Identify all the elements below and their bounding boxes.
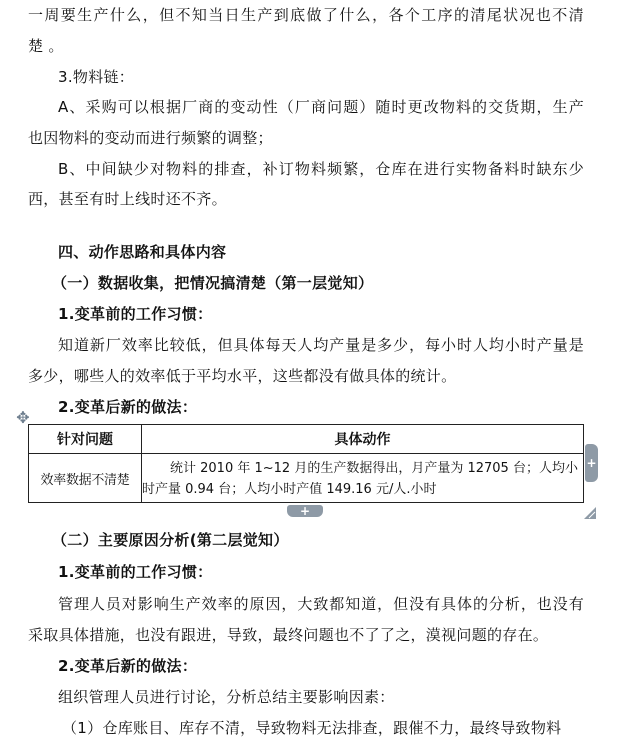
paragraph-line: 多少，哪些人的效率低于平均水平，这些都没有做具体的统计。: [28, 367, 457, 385]
paragraph-line: 采取具体措施，也没有跟进，导致，最终问题也不了了之，漠视问题的存在。: [28, 626, 549, 644]
subheading-material-chain: 3.物料链：: [58, 68, 135, 86]
paragraph-line: 知道新厂效率比较低，但具体每天人均产量是多少，每小时人均小时产量是: [58, 336, 584, 354]
cell-action-line: 时产量 0.94 台；人均小时产值 149.16 元/人.小时: [142, 482, 437, 497]
paragraph-line: 楚 。: [28, 37, 64, 55]
add-column-button[interactable]: [585, 444, 598, 482]
header-issue: 针对问题: [29, 425, 142, 454]
cell-action-line: 统计 2010 年 1~12 月的生产数据得出，月产量为 12705 台；人均小: [170, 461, 578, 476]
cell-issue: 效率数据不清楚: [29, 454, 142, 503]
subsection-heading: （二）主要原因分析(第二层觉知）: [52, 531, 289, 549]
header-action: 具体动作: [142, 425, 584, 454]
paragraph-line: 组织管理人员进行讨论，分析总结主要影响因素：: [58, 688, 395, 706]
resize-corner-icon[interactable]: [584, 504, 596, 516]
subheading-before-change: 1.变革前的工作习惯：: [58, 305, 213, 323]
add-row-button[interactable]: [287, 505, 323, 517]
plus-icon: +: [299, 504, 311, 518]
paragraph-line: 西，甚至有时上线时还不齐。: [28, 190, 227, 208]
paragraph-line: 一周要生产什么，但不知当日生产到底做了什么，各个工序的清尾状况也不清: [28, 6, 584, 24]
subsection-heading: （一）数据收集，把情况搞清楚（第一层觉知）: [52, 274, 374, 292]
subheading-after-change: 2.变革后新的做法：: [58, 657, 198, 675]
table-row: [29, 454, 584, 503]
paragraph-line: B、中间缺少对物料的排查，补订物料频繁，仓库在进行实物备料时缺东少: [58, 160, 584, 178]
move-arrows-icon[interactable]: ✥: [16, 408, 30, 427]
paragraph-line: 管理人员对影响生产效率的原因，大致都知道，但没有具体的分析，也没有: [58, 595, 584, 613]
paragraph-line: （1）仓库账目、库存不清，导致物料无法排查，跟催不力，最终导致物料: [62, 719, 562, 737]
cell-action: [142, 454, 584, 503]
paragraph-line: A、采购可以根据厂商的变动性（厂商问题）随时更改物料的交货期，生产: [58, 98, 584, 116]
plus-icon: +: [586, 456, 597, 470]
subheading-after-change: 2.变革后新的做法：: [58, 398, 198, 416]
paragraph-line: 也因物料的变动而进行频繁的调整；: [28, 129, 273, 147]
section-heading: 四、动作思路和具体内容: [58, 243, 227, 261]
action-table: [28, 424, 584, 503]
table-header-row: [29, 425, 584, 454]
subheading-before-change: 1.变革前的工作习惯：: [58, 563, 213, 581]
